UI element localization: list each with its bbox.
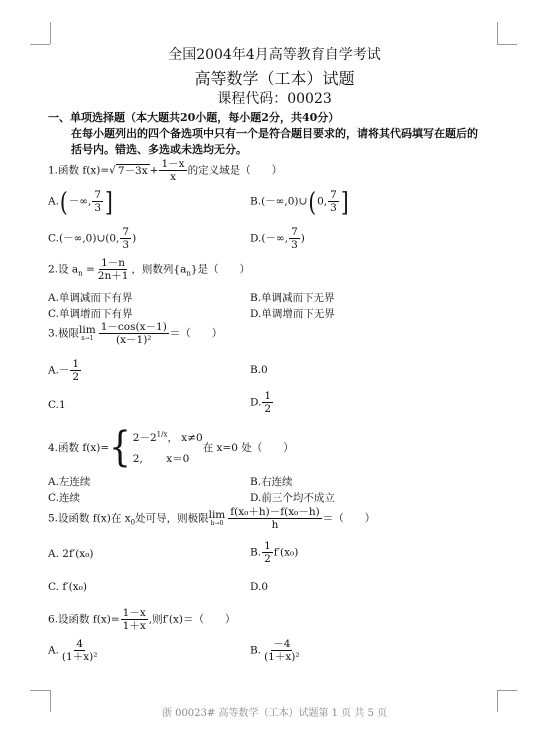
q6-b-frac (262, 638, 302, 663)
q3-lim-sub: x→1 (81, 334, 94, 342)
q4-option-d: D.前三个均不成立 (250, 492, 335, 504)
q1-d-den: 3 (291, 239, 298, 252)
q3-fraction (99, 321, 169, 346)
q6-b-num: －4 (273, 638, 291, 650)
q3-a-sign: － (58, 364, 70, 377)
question-3-stem (48, 321, 222, 346)
q2-option-b: B.单调减而下无界 (250, 292, 335, 304)
q1-d-num: 7 (291, 226, 298, 238)
q3-d-frac (262, 390, 273, 415)
q3-frac-num: 1－cos(x－1) (100, 321, 167, 333)
q4-case1-exp: 1/x (156, 430, 168, 439)
q5-b-num: 1 (264, 540, 271, 552)
q1-option-c (48, 226, 136, 251)
q5-b-den: 2 (264, 553, 271, 566)
q4-case2-expr: 2, (132, 453, 143, 465)
q1-d-pre: (－∞, (261, 232, 289, 245)
q5-b-frac (262, 540, 273, 565)
q1-c-label: C. (48, 232, 59, 245)
q2-suffix: }是（ ） (190, 263, 251, 276)
bracket-right: ] (105, 185, 113, 218)
question-5-stem (48, 506, 375, 531)
q1-prefix: 1.函数 f(x)= (48, 164, 110, 177)
q4-case-2 (133, 451, 203, 466)
q3-a-num: 1 (72, 358, 80, 370)
q1-frac-den: x (170, 171, 176, 184)
q2-prefix: 2.设 a (48, 263, 79, 276)
q2-fraction (96, 257, 131, 282)
section-instruction-2: 括号内。错选、多选或未选均无分。 (71, 143, 247, 156)
crop-mark-bottom-right (497, 690, 517, 691)
q1-c-pre: (－∞,0)∪(0, (59, 232, 120, 245)
q2-mid-sub: n (186, 269, 191, 278)
q1-option-a (48, 185, 114, 218)
q5-option-d: D.0 (250, 581, 269, 593)
q5-frac-den: h (271, 519, 279, 532)
q5-b-label: B. (250, 546, 262, 559)
bracket-right: ] (340, 185, 349, 218)
question-4-stem (48, 424, 294, 472)
q4-suffix: 在 x=0 处（ ） (202, 442, 294, 454)
q3-prefix: 3.极限 (48, 327, 80, 340)
q5-lim: lim (208, 509, 226, 522)
q4-case-1 (133, 430, 203, 445)
q1-b-mid: 0, (317, 195, 328, 208)
q1-a-frac (92, 189, 103, 214)
exam-subject: 高等数学（工本）试题 (194, 69, 355, 88)
q1-c-num: 7 (122, 226, 130, 238)
q6-fraction (121, 607, 148, 632)
q2-option-c: C.单调增而下有界 (48, 308, 133, 320)
q1-d-post: ) (300, 232, 305, 245)
q3-d-label: D. (250, 396, 262, 409)
q6-frac-den: 1＋x (122, 620, 146, 633)
q4-piecewise (109, 424, 203, 472)
q5-option-b (250, 540, 298, 565)
q1-b-label: B. (250, 195, 262, 208)
q3-a-label: A. (48, 364, 59, 377)
q1-d-label: D. (250, 232, 262, 245)
crop-mark-top-right-v (497, 22, 498, 44)
question-6-stem (48, 607, 236, 632)
q1-a-label: A. (48, 195, 59, 208)
q1-d-frac (289, 226, 300, 251)
q3-d-den: 2 (264, 403, 272, 416)
q5-suffix: ＝（ ） (322, 512, 376, 525)
q5-option-c: C. f′(x₀) (48, 581, 87, 593)
q1-sqrt-body: 7－3x (117, 164, 148, 177)
bracket-left: ( (308, 185, 317, 218)
course-code: 课程代码：00023 (217, 91, 332, 107)
q5-limit (209, 510, 226, 527)
q1-frac-num: 1－x (161, 158, 185, 170)
q6-a-label: A. (48, 644, 59, 657)
q3-a-den: 2 (72, 371, 80, 384)
q4-case1-cond: ， x≠0 (167, 432, 203, 444)
q4-option-b: B.右连续 (250, 476, 293, 488)
question-1-stem (48, 158, 282, 183)
q1-suffix: 的定义域是（ ） (187, 164, 283, 177)
q3-d-num: 1 (264, 390, 272, 402)
q5-frac-num: f(x₀＋h)－f(x₀－h) (230, 506, 320, 518)
q1-c-den: 3 (122, 239, 130, 252)
q3-frac-den: (x－1)² (116, 334, 152, 347)
crop-mark-top-left-v (50, 22, 51, 44)
q1-a-den: 3 (94, 202, 102, 215)
q4-option-c: C.连续 (48, 492, 80, 504)
q3-limit (79, 325, 96, 342)
q1-fraction (159, 158, 186, 183)
q5-option-a: A. 2f′(x₀) (48, 548, 94, 560)
q6-frac-num: 1－x (122, 607, 146, 619)
q2-frac-den: 2n＋1 (97, 270, 129, 283)
q3-suffix: ＝（ ） (169, 327, 223, 340)
q1-b-pre: (－∞,0)∪ (261, 195, 308, 208)
q4-case1-expr: 2－2 (132, 432, 157, 444)
q1-b-den: 3 (330, 202, 337, 215)
q4-option-a: A.左连续 (48, 476, 91, 488)
q2-eq: = (82, 263, 95, 276)
q5-prefix: 5.设函数 f(x)在 x (48, 512, 131, 525)
bracket-left: ( (59, 185, 68, 218)
sqrt-symbol: √ (109, 164, 116, 177)
q2-option-a: A.单调减而下有界 (48, 292, 133, 304)
q6-option-a (48, 638, 100, 663)
q3-option-d (250, 390, 274, 415)
q6-a-num: 4 (76, 638, 84, 650)
q5-mid: 处可导，则极限 (135, 512, 209, 525)
q6-suffix: ,则f′(x)＝（ ） (148, 613, 236, 626)
q1-option-b (250, 185, 350, 218)
q4-prefix: 4.函数 f(x)= (48, 442, 110, 454)
q1-plus: + (149, 164, 159, 177)
crop-mark-bottom-left (30, 690, 50, 691)
q3-lim: lim (79, 324, 96, 337)
q4-case2-cond: x＝0 (166, 453, 190, 465)
q2-frac-num: 1－n (101, 257, 126, 269)
question-2-stem (48, 257, 250, 282)
q1-c-post: ) (132, 232, 137, 245)
q6-prefix: 6.设函数 f(x)= (48, 613, 120, 626)
brace-icon: { (109, 424, 131, 472)
q6-a-den: (1＋x)² (61, 651, 98, 664)
q6-option-b (250, 638, 303, 663)
q5-sub: 0 (130, 518, 136, 527)
q2-mid: ，则数列{a (131, 263, 187, 276)
q6-b-den: (1＋x)² (264, 651, 300, 664)
q3-option-c: C.1 (48, 399, 66, 411)
q3-option-b: B.0 (250, 364, 268, 376)
q1-option-d (250, 226, 305, 251)
q6-b-label: B. (250, 644, 262, 657)
q1-b-frac (328, 189, 339, 214)
q6-a-frac (60, 638, 100, 663)
page-footer: 浙 00023# 高等数学（工本）试题第 1 页 共 5 页 (161, 708, 388, 719)
q1-b-num: 7 (330, 189, 337, 201)
q2-option-d: D.单调增而下无界 (250, 308, 335, 320)
q5-fraction (228, 506, 321, 531)
q1-a-num: 7 (94, 189, 102, 201)
section-instruction-1: 在每小题列出的四个备选项中只有一个是符合题目要求的，请将其代码填写在题后的 (71, 127, 478, 140)
section-heading: 一、单项选择题（本大题共20小题，每小题2分，共40分） (48, 111, 340, 124)
q1-c-frac (120, 226, 131, 251)
q5-b-post: f′(x₀) (273, 546, 299, 559)
exam-title: 全国2004年4月高等教育自学考试 (168, 47, 381, 63)
q5-lim-sub: h→0 (210, 519, 224, 527)
q3-option-a (48, 358, 82, 383)
q3-a-frac (70, 358, 81, 383)
q2-sub: n (78, 269, 83, 278)
q1-a-pre: －∞, (68, 195, 92, 208)
